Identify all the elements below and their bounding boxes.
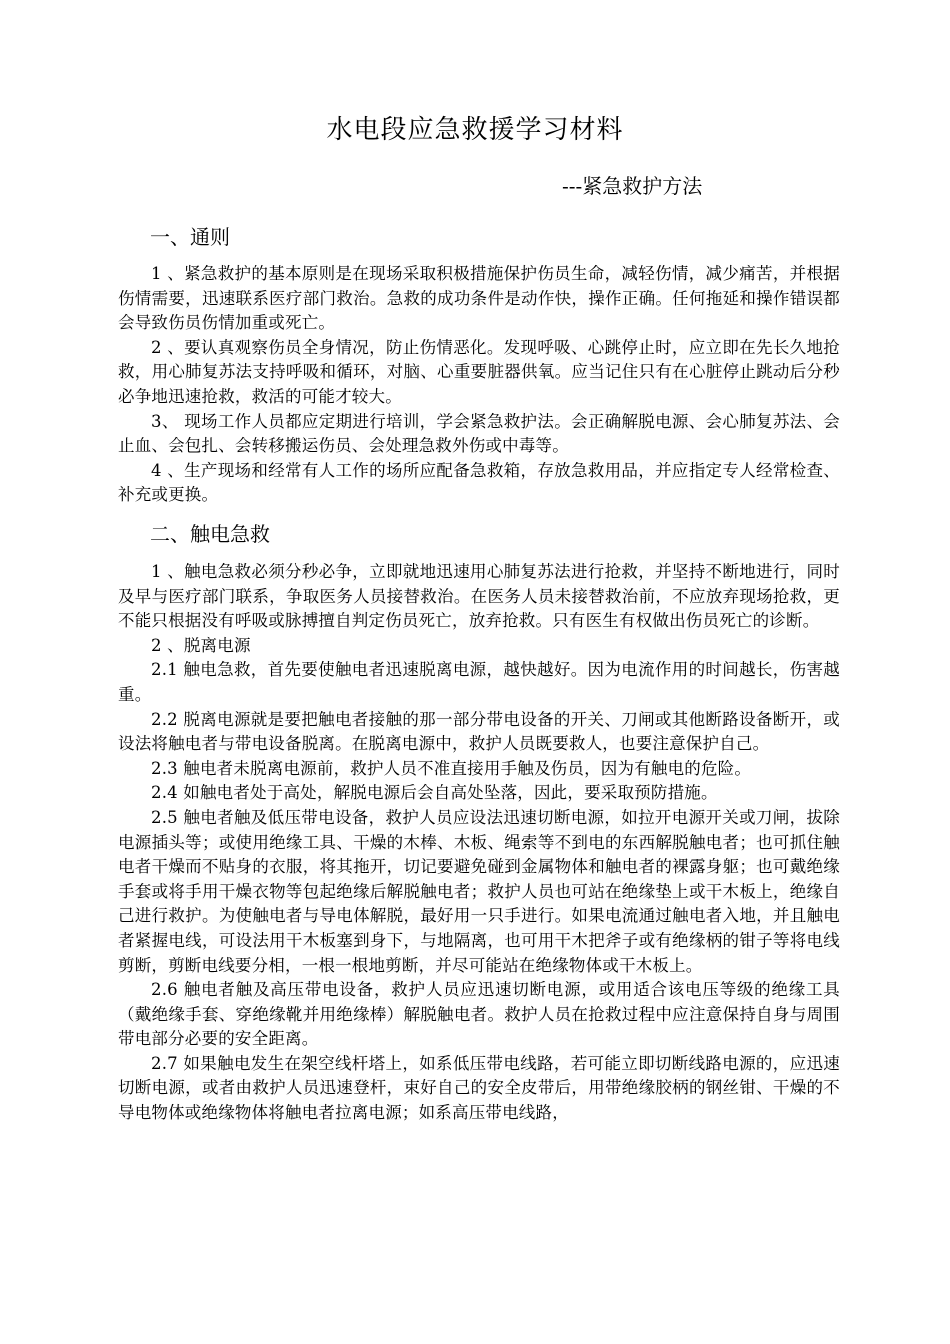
section-heading-general: 一、通则 <box>150 225 230 249</box>
section-body-electric-shock <box>118 560 840 1126</box>
paragraph: 2.7 如果触电发生在架空线杆塔上，如系低压带电线路，若可能立即切断线路电源的，应迅速切断电源，或者由救护人员迅速登杆，束好自己的安全皮带后，用带绝缘胶柄的钢丝钳、干燥的不导电物体或绝缘物体将触电者拉离电源；如系高压带电线路， <box>118 1053 840 1123</box>
document-subtitle: ---紧急救护方法 <box>562 174 703 198</box>
paragraph: 2 、要认真观察伤员全身情况，防止伤情恶化。发现呼吸、心跳停止时，应立即在先长久地抢救，用心肺复苏法支持呼吸和循环，对脑、心重要脏器供氧。应当记住只有在心脏停止跳动后分秒必争地迅速抢救，救活的可能才较大。 <box>118 337 840 406</box>
section-heading-electric-shock: 二、触电急救 <box>150 522 270 546</box>
paragraph: 2.6 触电者触及高压带电设备，救护人员应迅速切断电源，或用适合该电压等级的绝缘工具（戴绝缘手套、穿绝缘靴并用绝缘棒）解脱触电者。救护人员在抢救过程中应注意保持自身与周围带电部分必要的安全距离。 <box>118 980 840 1049</box>
paragraph: 2.5 触电者触及低压带电设备，救护人员应设法迅速切断电源，如拉开电源开关或刀闸，拔除电源插头等；或使用绝缘工具、干燥的木棒、木板、绳索等不到电的东西解脱触电者；也可抓住触电者干燥而不贴身的衣服，将其拖开，切记要避免碰到金属物体和触电者的裸露身躯；也可戴绝缘手套或将手用干燥衣物等包起绝缘后解脱触电者；救护人员也可站在绝缘垫上或干木板上，绝缘自己进行救护。为使触电者与导电体解脱，最好用一只手进行。如果电流通过触电者入地，并且触电者紧握电线，可设法用干木板塞到身下，与地隔离，也可用干木把斧子或有绝缘柄的钳子等将电线剪断，剪断电线要分相，一根一根地剪断，并尽可能站在绝缘物体或干木板上。 <box>118 807 840 975</box>
document-title: 水电段应急救援学习材料 <box>326 115 624 145</box>
paragraph: 1 、触电急救必须分秒必争，立即就地迅速用心肺复苏法进行抢救，并坚持不断地进行，同时及早与医疗部门联系，争取医务人员接替救治。在医务人员未接替救治前，不应放弃现场抢救，更不能只根据没有呼吸或脉搏擅自判定伤员死亡，放弃抢救。只有医生有权做出伤员死亡的诊断。 <box>118 562 840 631</box>
paragraph: 2.4 如触电者处于高处，解脱电源后会自高处坠落，因此，要采取预防措施。 <box>151 783 718 803</box>
paragraph: 2.2 脱离电源就是要把触电者接触的那一部分带电设备的开关、刀闸或其他断路设备断开，或设法将触电者与带电设备脱离。在脱离电源中，救护人员既要救人，也要注意保护自己。 <box>118 709 840 754</box>
paragraph: 2.1 触电急救，首先要使触电者迅速脱离电源，越快越好。因为电流作用的时间越长，伤害越重。 <box>118 660 840 704</box>
paragraph: 1 、紧急救护的基本原则是在现场采取积极措施保护伤员生命，减轻伤情，减少痛苦，并根据伤情需要，迅速联系医疗部门救治。急救的成功条件是动作快，操作正确。任何拖延和操作错误都会导致伤员伤情加重或死亡。 <box>118 264 840 333</box>
paragraph: 3、 现场工作人员都应定期进行培训，学会紧急救护法。会正确解脱电源、会心肺复苏法、会止血、会包扎、会转移搬运伤员、会处理急救外伤或中毒等。 <box>118 411 840 456</box>
section-body-general <box>118 262 840 508</box>
paragraph: 2 、脱离电源 <box>151 635 251 655</box>
paragraph: 4 、生产现场和经常有人工作的场所应配备急救箱，存放急救用品，并应指定专人经常检查、补充或更换。 <box>118 460 840 505</box>
paragraph: 2.3 触电者未脱离电源前，救护人员不准直接用手触及伤员，因为有触电的危险。 <box>151 758 752 778</box>
